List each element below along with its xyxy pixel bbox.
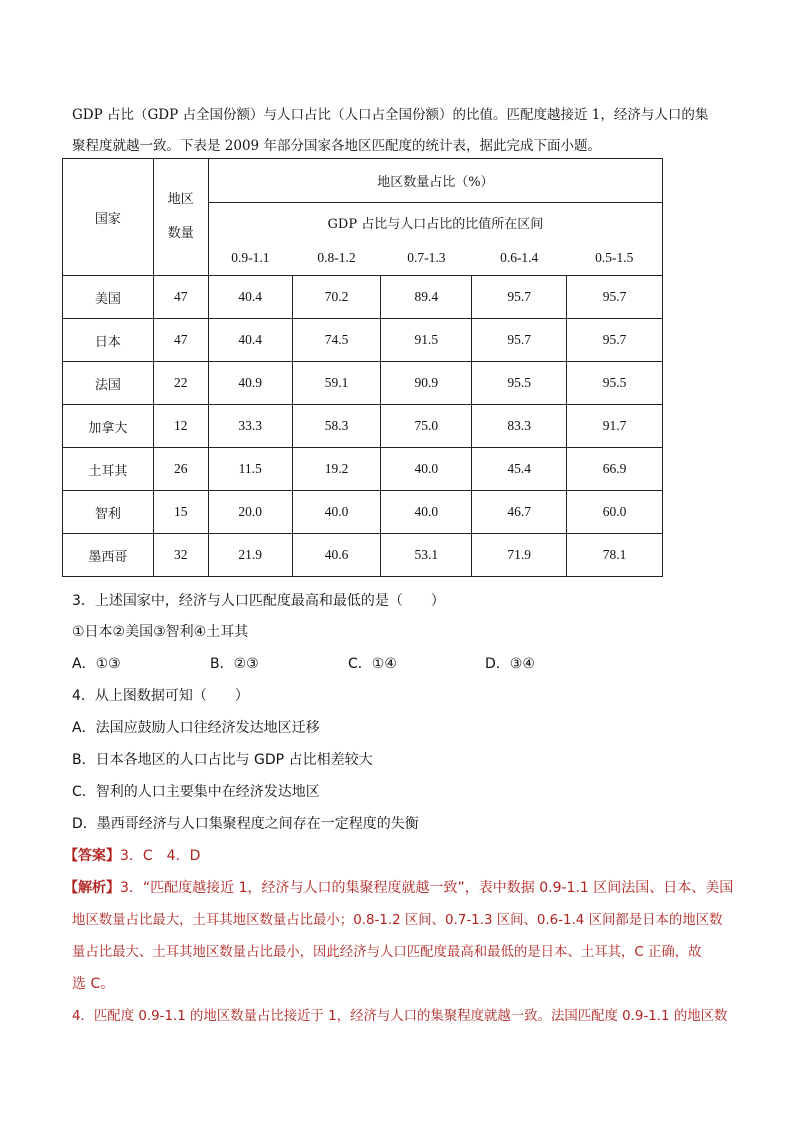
option-d[interactable]: D．墨西哥经济与人口集聚程度之间存在一定程度的失衡 <box>72 816 419 832</box>
value-cell: 95.7 <box>472 276 567 319</box>
table-row <box>63 319 663 362</box>
question-3-items: ①日本②美国③智利④土耳其 <box>72 624 249 640</box>
analysis-line-2: 地区数量占比最大，土耳其地区数量占比最小；0.8-1.2 区间、0.7-1.3 区间、0.6-1.4 区间都是日本的地区数 <box>72 913 723 928</box>
country-cell: 土耳其 <box>63 448 154 491</box>
count-cell: 22 <box>153 362 208 405</box>
analysis-line-5: 4．匹配度 0.9-1.1 的地区数量占比接近于 1，经济与人口的集聚程度就越一致。法国匹配度 0.9-1.1 的地区数 <box>72 1009 728 1024</box>
value-cell: 83.3 <box>472 405 567 448</box>
count-cell: 26 <box>153 448 208 491</box>
table-row <box>63 276 663 319</box>
statistics-table <box>62 158 663 577</box>
answer-line <box>64 845 200 865</box>
question-3-options <box>72 653 732 673</box>
value-cell: 40.0 <box>292 491 381 534</box>
value-cell: 20.0 <box>208 491 292 534</box>
table-row <box>63 491 663 534</box>
value-cell: 60.0 <box>567 491 663 534</box>
option-c[interactable]: C．①④ <box>348 656 397 672</box>
analysis-line-3: 量占比最大、土耳其地区数量占比最小，因此经济与人口匹配度最高和最低的是日本、土耳其，C 正确，故 <box>72 945 702 960</box>
question-4-stem: 4．从上图数据可知（ ） <box>72 688 249 704</box>
value-cell: 58.3 <box>292 405 381 448</box>
value-cell: 59.1 <box>292 362 381 405</box>
intro-line-2: 聚程度就越一致。下表是 2009 年部分国家各地区匹配度的统计表，据此完成下面小题。 <box>72 138 601 154</box>
value-cell: 89.4 <box>381 276 472 319</box>
count-cell: 47 <box>153 319 208 362</box>
header-region-share: 地区数量占比（%） <box>208 159 662 203</box>
answer-label: 【答案】 <box>64 848 120 864</box>
value-cell: 91.5 <box>381 319 472 362</box>
option-b[interactable]: B．日本各地区的人口占比与 GDP 占比相差较大 <box>72 752 373 768</box>
question-3-stem: 3．上述国家中，经济与人口匹配度最高和最低的是（ ） <box>72 593 445 609</box>
value-cell: 40.4 <box>208 276 292 319</box>
answer-text: 3．C 4．D <box>120 848 201 864</box>
value-cell: 40.0 <box>381 491 472 534</box>
option-a[interactable]: A．法国应鼓励人口往经济发达地区迁移 <box>72 720 320 736</box>
range-label: 0.9-1.1 <box>208 241 292 276</box>
country-cell: 墨西哥 <box>63 534 154 577</box>
value-cell: 74.5 <box>292 319 381 362</box>
header-region-count: 地区 数量 <box>153 159 208 276</box>
value-cell: 95.7 <box>567 319 663 362</box>
range-label: 0.8-1.2 <box>292 241 381 276</box>
value-cell: 91.7 <box>567 405 663 448</box>
option-a[interactable]: A．①③ <box>72 656 121 672</box>
value-cell: 66.9 <box>567 448 663 491</box>
value-cell: 45.4 <box>472 448 567 491</box>
value-cell: 95.7 <box>472 319 567 362</box>
table-row <box>63 362 663 405</box>
intro-line-1: GDP 占比（GDP 占全国份额）与人口占比（人口占全国份额）的比值。匹配度越接近 1，经济与人口的集 <box>72 107 709 123</box>
value-cell: 70.2 <box>292 276 381 319</box>
analysis-line-4: 选 C。 <box>72 976 115 992</box>
value-cell: 53.1 <box>381 534 472 577</box>
value-cell: 40.6 <box>292 534 381 577</box>
value-cell: 11.5 <box>208 448 292 491</box>
count-cell: 47 <box>153 276 208 319</box>
value-cell: 75.0 <box>381 405 472 448</box>
range-label: 0.6-1.4 <box>472 241 567 276</box>
analysis-line-1: 【解析】3．“匹配度越接近 1，经济与人口的集聚程度就越一致”，表中数据 0.9-1.1 区间法国、日本、美国 <box>64 880 734 896</box>
option-b[interactable]: B．②③ <box>210 656 259 672</box>
value-cell: 95.5 <box>472 362 567 405</box>
range-label: 0.5-1.5 <box>567 241 663 276</box>
analysis-label: 【解析】 <box>64 880 120 896</box>
value-cell: 19.2 <box>292 448 381 491</box>
value-cell: 21.9 <box>208 534 292 577</box>
value-cell: 90.9 <box>381 362 472 405</box>
value-cell: 95.5 <box>567 362 663 405</box>
intro-text <box>72 100 732 162</box>
header-country: 国家 <box>63 159 154 276</box>
table-row <box>63 448 663 491</box>
country-cell: 日本 <box>63 319 154 362</box>
value-cell: 33.3 <box>208 405 292 448</box>
country-cell: 美国 <box>63 276 154 319</box>
value-cell: 40.9 <box>208 362 292 405</box>
value-cell: 71.9 <box>472 534 567 577</box>
count-cell: 32 <box>153 534 208 577</box>
value-cell: 40.4 <box>208 319 292 362</box>
country-cell: 法国 <box>63 362 154 405</box>
range-label: 0.7-1.3 <box>381 241 472 276</box>
count-cell: 15 <box>153 491 208 534</box>
count-cell: 12 <box>153 405 208 448</box>
country-cell: 加拿大 <box>63 405 154 448</box>
table-row <box>63 534 663 577</box>
country-cell: 智利 <box>63 491 154 534</box>
option-d[interactable]: D．③④ <box>485 656 535 672</box>
value-cell: 95.7 <box>567 276 663 319</box>
option-c[interactable]: C．智利的人口主要集中在经济发达地区 <box>72 784 320 800</box>
value-cell: 78.1 <box>567 534 663 577</box>
value-cell: 40.0 <box>381 448 472 491</box>
header-ratio-interval: GDP 占比与人口占比的比值所在区间 <box>208 203 662 242</box>
table-row <box>63 405 663 448</box>
value-cell: 46.7 <box>472 491 567 534</box>
